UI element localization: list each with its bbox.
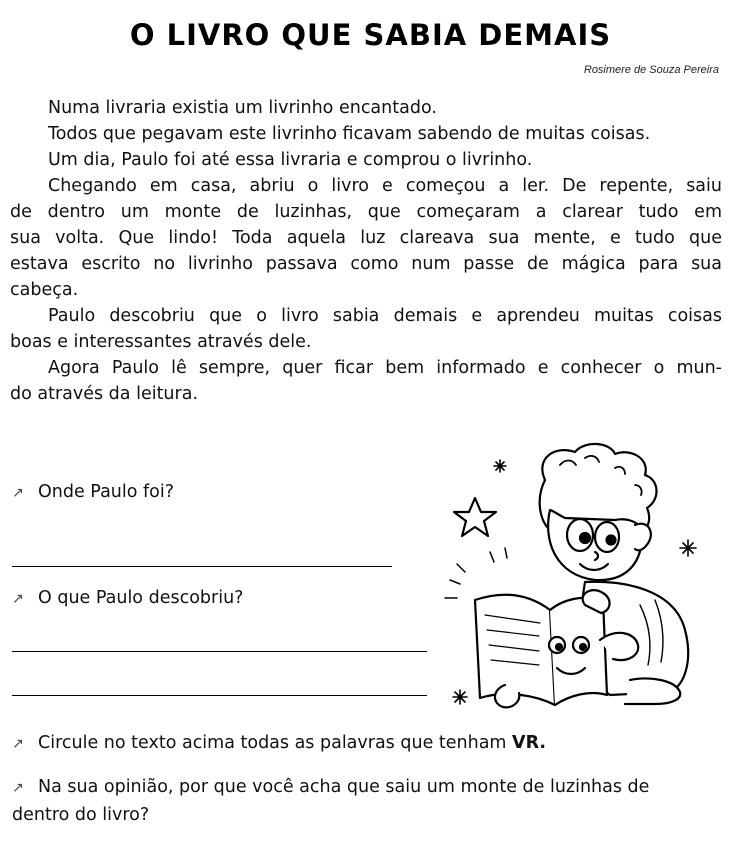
- question-marker-icon: ↗: [12, 485, 24, 501]
- question-2-text: O que Paulo descobriu?: [38, 588, 244, 608]
- question-1: [12, 480, 174, 505]
- sparkle-icon: [494, 460, 506, 472]
- story-line: Agora Paulo lê sempre, quer ficar bem informado e conhecer o mun-: [48, 358, 722, 378]
- story-line: cabeça.: [10, 280, 79, 300]
- story-line: Um dia, Paulo foi até essa livraria e comprou o livrinho.: [48, 150, 533, 170]
- story-line: do através da leitura.: [10, 384, 199, 404]
- question-3: [12, 731, 546, 756]
- story-line: boas e interessantes através dele.: [10, 332, 312, 352]
- boy-reading-book-illustration: [435, 440, 725, 725]
- question-4-text: Na sua opinião, por que você acha que saiu um monte de luzinhas de: [38, 777, 650, 797]
- story-line: Numa livraria existia um livrinho encantado.: [48, 98, 437, 118]
- question-marker-icon: ↗: [12, 780, 24, 796]
- answer-line-2[interactable]: [12, 651, 427, 652]
- story-line: Chegando em casa, abriu o livro e começou a ler. De repente, saiu: [48, 176, 722, 196]
- author-credit: Rosimere de Souza Pereira: [583, 64, 719, 76]
- question-2: [12, 586, 243, 611]
- story-line: Todos que pegavam este livrinho ficavam sabendo de muitas coisas.: [48, 124, 651, 144]
- question-1-text: Onde Paulo foi?: [38, 482, 175, 502]
- answer-line-3[interactable]: [12, 695, 427, 696]
- story-line: sua volta. Que lindo! Toda aquela luz clareava sua mente, e tudo que: [10, 228, 722, 248]
- question-4-continuation: dentro do livro?: [12, 805, 150, 825]
- sparkle-icon: [453, 690, 467, 704]
- worksheet-title: O LIVRO QUE SABIA DEMAIS: [129, 18, 612, 52]
- sparkle-icon: [680, 540, 696, 556]
- story-line: Paulo descobriu que o livro sabia demais e aprendeu muitas coisas: [48, 306, 722, 326]
- story-line: de dentro um monte de luzinhas, que começaram a clarear tudo em: [10, 202, 722, 222]
- answer-line-1[interactable]: [12, 566, 392, 567]
- question-marker-icon: ↗: [12, 591, 24, 607]
- question-3-highlight: VR.: [512, 733, 547, 753]
- question-4: [12, 775, 649, 800]
- question-3-text: Circule no texto acima todas as palavras que tenham: [38, 733, 513, 753]
- star-icon: [454, 498, 496, 536]
- story-line: estava escrito no livrinho passava como num passe de mágica para sua: [10, 254, 722, 274]
- question-marker-icon: ↗: [12, 736, 24, 752]
